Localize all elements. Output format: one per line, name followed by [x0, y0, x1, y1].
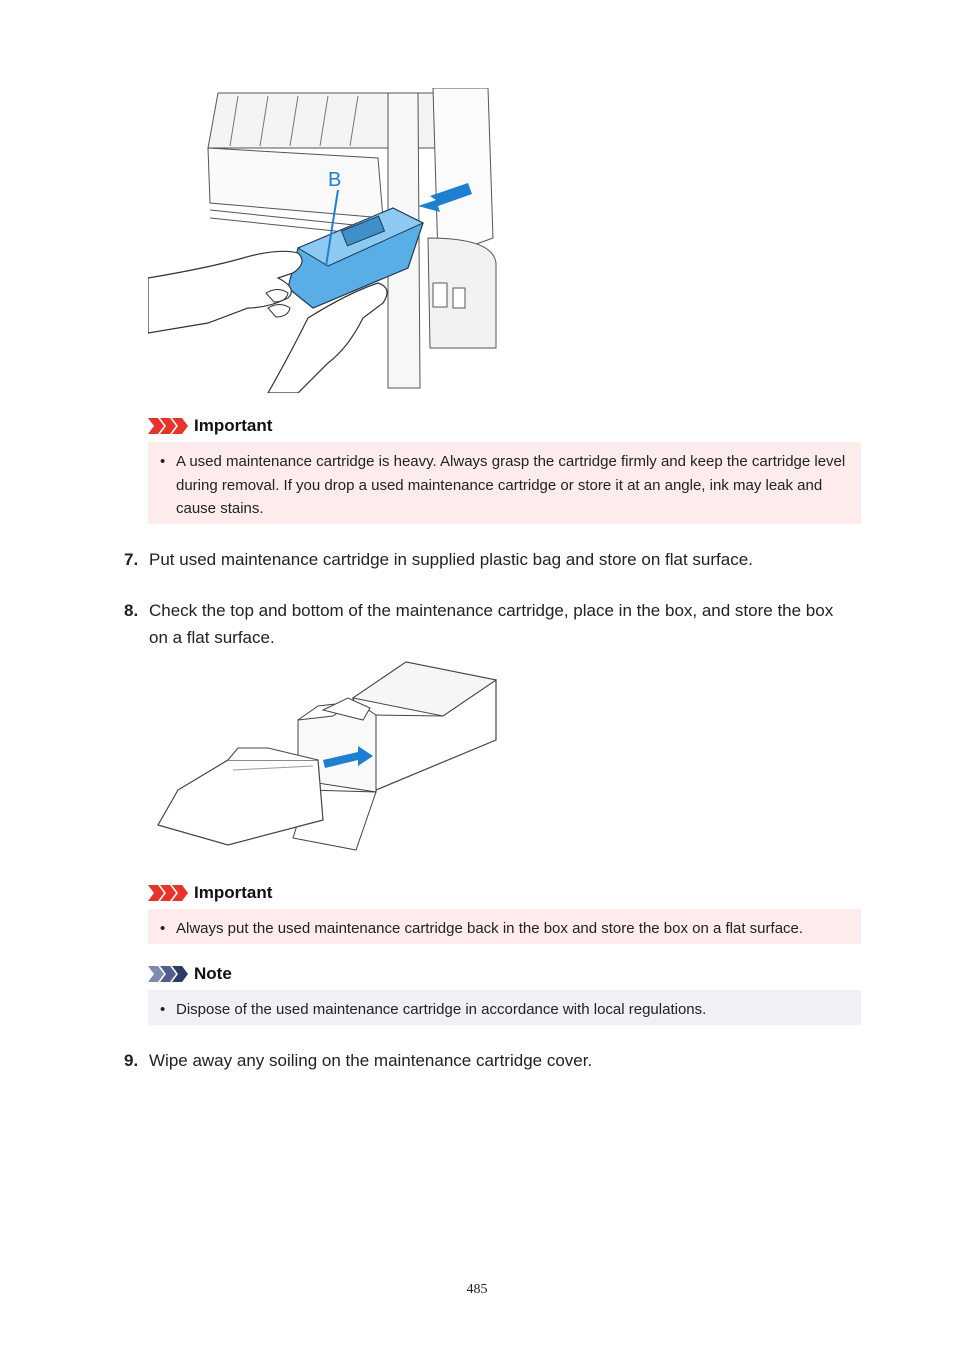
- important-box: [148, 442, 861, 524]
- important-chevrons-icon: [148, 418, 188, 434]
- bullet-mark: •: [160, 453, 166, 470]
- important-heading: [148, 882, 272, 904]
- note-box: [148, 990, 861, 1025]
- step-9: [124, 1047, 844, 1074]
- note-heading: [148, 963, 232, 985]
- step-text: Check the top and bottom of the maintenance cartridge, place in the box, and store the box on a flat surface.: [149, 601, 834, 647]
- bullet-mark: •: [160, 1001, 166, 1018]
- step-number: 7.: [124, 550, 139, 569]
- bullet-mark: •: [160, 920, 166, 937]
- important-heading-label: Important: [194, 416, 273, 435]
- important-chevrons-icon: [148, 885, 188, 901]
- important-heading-label: Important: [194, 883, 273, 902]
- step-number: 9.: [124, 1051, 139, 1070]
- important-box: [148, 909, 861, 944]
- note-chevrons-icon: [148, 966, 188, 982]
- step-number: 8.: [124, 601, 139, 620]
- page-number: 485: [466, 1282, 488, 1297]
- step-8: [124, 597, 844, 651]
- cartridge-box-illustration: [148, 660, 498, 860]
- callout-letter-b: B: [328, 169, 342, 191]
- step-text: Put used maintenance cartridge in supplied plastic bag and store on flat surface.: [149, 550, 753, 569]
- important-heading: [148, 415, 272, 437]
- important-text: A used maintenance cartridge is heavy. Always grasp the cartridge firmly and keep the cartridge level during removal. If you drop a used maintenance cartridge or store it at an angle, ink may leak and cause stains.: [176, 453, 846, 517]
- cartridge-removal-illustration: [148, 88, 518, 393]
- step-text: Wipe away any soiling on the maintenance cartridge cover.: [149, 1051, 593, 1070]
- step-7: [124, 546, 844, 573]
- important-text: Always put the used maintenance cartridge back in the box and store the box on a flat surface.: [176, 920, 804, 937]
- note-heading-label: Note: [194, 964, 232, 983]
- note-text: Dispose of the used maintenance cartridge in accordance with local regulations.: [176, 1001, 707, 1018]
